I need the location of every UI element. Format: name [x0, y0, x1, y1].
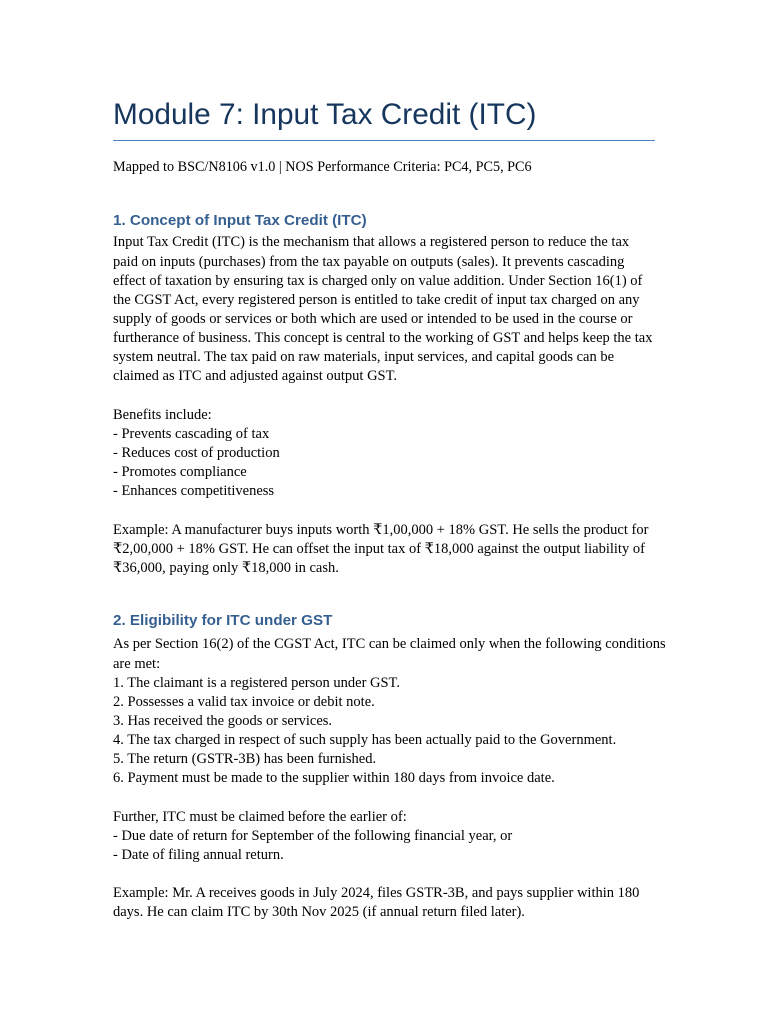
text-line: system neutral. The tax paid on raw materials, input services, and capital goods can be [113, 349, 615, 366]
section-heading: 1. Concept of Input Tax Credit (ITC) [113, 212, 367, 229]
condition-list-item: 2. Possesses a valid tax invoice or debit note. [113, 693, 375, 710]
text-line: ₹36,000, paying only ₹18,000 in cash. [113, 559, 339, 576]
benefit-list-item: - Enhances competitiveness [113, 483, 275, 500]
page-title: Module 7: Input Tax Credit (ITC) [113, 98, 537, 131]
example-paragraph [113, 521, 652, 578]
text-line: furtherance of business. This concept is central to the working of GST and helps keep the tax [113, 330, 653, 347]
benefit-list-item: - Promotes compliance [113, 464, 247, 481]
text-line: paid on inputs (purchases) from the tax payable on outputs (sales). It prevents cascading [113, 253, 625, 270]
condition-list-item: 5. The return (GSTR-3B) has been furnished. [113, 751, 377, 768]
nos-mapping-line: Mapped to BSC/N8106 v1.0 | NOS Performance Criteria: PC4, PC5, PC6 [113, 159, 532, 176]
text-line: Input Tax Credit (ITC) is the mechanism that allows a registered person to reduce the tax [113, 234, 630, 251]
text-line: the CGST Act, every registered person is entitled to take credit of input tax charged on any [113, 291, 640, 308]
time-limit-list-item: - Date of filing annual return. [113, 846, 284, 863]
condition-list-item: 6. Payment must be made to the supplier within 180 days from invoice date. [113, 770, 555, 787]
condition-list-item: 1. The claimant is a registered person under GST. [113, 674, 400, 691]
concept-paragraph [113, 233, 652, 386]
benefit-list-item: - Reduces cost of production [113, 444, 280, 461]
text-line: As per Section 16(2) of the CGST Act, ITC can be claimed only when the following conditions [113, 636, 666, 653]
condition-list-item: 4. The tax charged in respect of such supply has been actually paid to the Government. [113, 732, 617, 749]
benefits-intro: Benefits include: [113, 406, 212, 423]
section-body [113, 233, 652, 578]
example-paragraph [113, 884, 666, 922]
text-line: Further, ITC must be claimed before the earlier of: [113, 808, 407, 825]
title-divider [113, 140, 655, 141]
section-heading: 2. Eligibility for ITC under GST [113, 612, 333, 629]
benefits-list [113, 406, 652, 502]
time-limit-list-item: - Due date of return for September of the following financial year, or [113, 827, 513, 844]
text-line: Example: Mr. A receives goods in July 2024, files GSTR-3B, and pays supplier within 180 [113, 885, 640, 902]
text-line: are met: [113, 655, 161, 672]
condition-list-item: 3. Has received the goods or services. [113, 712, 333, 729]
text-line: supply of goods or services or both which are used or intended to be used in the course or [113, 310, 633, 327]
benefit-list-item: - Prevents cascading of tax [113, 425, 270, 442]
time-limit-list [113, 808, 666, 865]
text-line: ₹2,00,000 + 18% GST. He can offset the input tax of ₹18,000 against the output liability of [113, 540, 645, 557]
section-body [113, 635, 666, 922]
text-line: Example: A manufacturer buys inputs worth ₹1,00,000 + 18% GST. He sells the product for [113, 521, 649, 538]
conditions-list [113, 635, 666, 788]
text-line: days. He can claim ITC by 30th Nov 2025 (if annual return filed later). [113, 904, 525, 921]
text-line: claimed as ITC and adjusted against output GST. [113, 368, 398, 385]
text-line: effect of taxation by ensuring tax is charged only on value addition. Under Section 16(1) of [113, 272, 643, 289]
